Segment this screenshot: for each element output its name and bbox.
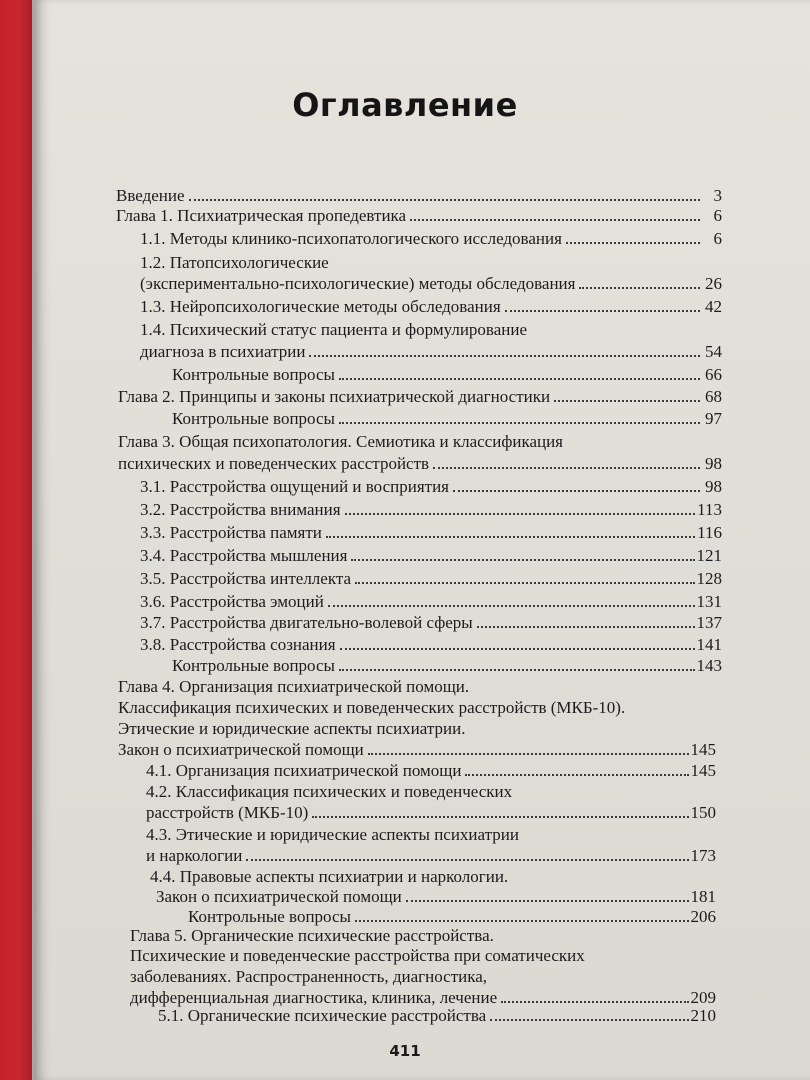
toc-entry: [116, 205, 722, 227]
toc-page-number: 68: [705, 387, 722, 406]
toc-page-number: 145: [690, 761, 716, 780]
toc-entry-title: 3.7. Расстройства двигательно-волевой сферы: [140, 613, 473, 632]
toc-entry: [140, 252, 722, 274]
dot-leader: [339, 422, 700, 424]
toc-page-number: 26: [705, 274, 722, 293]
toc-entry-title: 4.4. Правовые аспекты психиатрии и наркологии.: [150, 867, 509, 886]
toc-entry: [118, 697, 722, 719]
toc-entry-title: 3.8. Расстройства сознания: [140, 635, 336, 654]
toc-entry-title: Классификация психических и поведенческих расстройств (МКБ-10).: [118, 698, 626, 717]
toc-entry-title: Введение: [116, 186, 185, 205]
dot-leader: [326, 536, 695, 538]
dot-leader: [345, 513, 696, 515]
toc-page-number: 206: [690, 907, 716, 926]
toc-page-number: 143: [696, 656, 722, 675]
toc-entry-title: Глава 5. Органические психические расстройства.: [130, 926, 494, 945]
toc-entry: [118, 431, 722, 453]
toc-page-number: 98: [705, 477, 722, 496]
dot-leader: [505, 310, 700, 312]
dot-leader: [340, 648, 695, 650]
toc-entry-title: 3.5. Расстройства интеллекта: [140, 569, 352, 588]
toc-entry-title: Психические и поведенческие расстройства при соматических: [130, 946, 585, 965]
toc-entry: [118, 453, 722, 475]
toc-entry: [146, 781, 716, 803]
toc-entry: [130, 945, 716, 967]
dot-leader: [351, 559, 694, 561]
toc-page-number: 113: [697, 500, 722, 519]
toc-entry-title: 1.3. Нейропсихологические методы обследования: [140, 297, 501, 316]
toc-entry: [158, 1005, 716, 1027]
dot-leader: [465, 774, 688, 776]
toc-entry: [118, 676, 722, 698]
dot-leader: [355, 582, 694, 584]
toc-entry-title: Контрольные вопросы: [172, 656, 335, 675]
toc-page-number: 6: [713, 206, 722, 225]
toc-entry: [140, 228, 722, 250]
toc-entry-title: 4.2. Классификация психических и поведенческих: [146, 782, 513, 801]
toc-page-number: 150: [690, 803, 716, 822]
dot-leader: [566, 242, 700, 244]
toc-entry-title: 3.4. Расстройства мышления: [140, 546, 348, 565]
toc-entry-title: расстройств (МКБ-10): [146, 803, 309, 822]
toc-entry-title: 1.1. Методы клинико-психопатологического исследования: [140, 229, 562, 248]
dot-leader: [312, 816, 688, 818]
toc-page-number: 145: [690, 740, 716, 759]
page-title: Оглавление: [292, 86, 518, 124]
toc-entry: [140, 273, 722, 295]
dot-leader: [406, 900, 689, 902]
toc-entry-title: диагноза в психиатрии: [140, 342, 306, 361]
toc-entry: [130, 966, 716, 988]
toc-entry: [140, 341, 722, 363]
toc-entry: [140, 476, 722, 498]
toc-page-number: 54: [705, 342, 722, 361]
toc-entry-title: Контрольные вопросы: [172, 409, 335, 428]
toc-entry: [118, 718, 722, 740]
toc-entry: [146, 824, 716, 846]
toc-entry-title: Глава 1. Психиатрическая пропедевтика: [116, 206, 407, 225]
toc-entry-title: Закон о психиатрической помощи: [118, 740, 364, 759]
dot-leader: [501, 1001, 688, 1003]
toc-entry: [118, 386, 722, 408]
dot-leader: [328, 605, 695, 607]
toc-entry: [156, 886, 716, 908]
dot-leader: [309, 355, 700, 357]
toc-entry-title: заболеваниях. Распространенность, диагностика,: [130, 967, 488, 986]
toc-entry-title: 1.2. Патопсихологические: [140, 253, 329, 272]
toc-entry: [172, 364, 722, 386]
toc-entry-title: 3.1. Расстройства ощущений и восприятия: [140, 477, 450, 496]
toc-entry: [172, 408, 722, 430]
toc-page-number: 173: [690, 846, 716, 865]
toc-entry: [146, 760, 716, 782]
toc-page-number: 137: [696, 613, 722, 632]
toc-entry-title: 4.3. Этические и юридические аспекты психиатрии: [146, 825, 519, 844]
toc-entry: [140, 612, 722, 634]
toc-entry-title: Глава 3. Общая психопатология. Семиотика и классификация: [118, 432, 564, 451]
toc-entry: [140, 634, 722, 656]
toc-entry: [140, 591, 722, 613]
toc-page-number: 121: [696, 546, 722, 565]
page-footer-number: 411: [389, 1042, 421, 1060]
toc-entry: [130, 925, 716, 947]
toc-page-number: 98: [705, 454, 722, 473]
dot-leader: [433, 467, 700, 469]
toc-page-number: 97: [705, 409, 722, 428]
toc-entry-title: 3.6. Расстройства эмоций: [140, 592, 324, 611]
dot-leader: [453, 490, 700, 492]
toc-entry: [150, 866, 716, 888]
toc-entry-title: Контрольные вопросы: [188, 907, 351, 926]
dot-leader: [339, 669, 695, 671]
dot-leader: [477, 626, 695, 628]
dot-leader: [368, 753, 689, 755]
toc-entry-title: 5.1. Органические психические расстройства: [158, 1006, 487, 1025]
dot-leader: [490, 1019, 688, 1021]
dot-leader: [339, 378, 700, 380]
toc-entry-title: Этические и юридические аспекты психиатрии.: [118, 719, 466, 738]
dot-leader: [410, 219, 700, 221]
toc-entry: [140, 568, 722, 590]
toc-page-number: 116: [697, 523, 722, 542]
toc-page-number: 131: [696, 592, 722, 611]
dot-leader: [554, 400, 700, 402]
toc-entry-title: Контрольные вопросы: [172, 365, 335, 384]
toc-entry: [118, 739, 716, 761]
dot-leader: [189, 199, 700, 201]
toc-entry: [146, 802, 716, 824]
toc-entry-title: 4.1. Организация психиатрической помощи: [146, 761, 462, 780]
toc-entry: [140, 522, 722, 544]
toc-entry: [172, 655, 722, 677]
toc-entry: [140, 319, 722, 341]
toc-entry: [140, 499, 722, 521]
toc-page-number: 3: [713, 186, 722, 205]
toc-page-number: 42: [705, 297, 722, 316]
dot-leader: [355, 920, 689, 922]
toc-entry-title: Закон о психиатрической помощи: [156, 887, 402, 906]
toc-entry-title: 3.2. Расстройства внимания: [140, 500, 341, 519]
toc-entry-title: дифференциальная диагностика, клиника, лечение: [130, 988, 498, 1007]
toc-entry: [146, 845, 716, 867]
dot-leader: [246, 859, 688, 861]
toc-entry: [140, 296, 722, 318]
toc-entry-title: и наркологии: [146, 846, 243, 865]
toc-page-number: 181: [690, 887, 716, 906]
toc-entry-title: Глава 2. Принципы и законы психиатрической диагностики: [118, 387, 551, 406]
toc-entry: [140, 545, 722, 567]
toc-entry-title: Глава 4. Организация психиатрической помощи.: [118, 677, 470, 696]
toc-entry-title: (экспериментально-психологические) методы обследования: [140, 274, 576, 293]
toc-entry-title: 1.4. Психический статус пациента и формулирование: [140, 320, 528, 339]
toc-page-number: 66: [705, 365, 722, 384]
toc-page-number: 128: [696, 569, 722, 588]
dot-leader: [579, 287, 700, 289]
toc-page-number: 6: [713, 229, 722, 248]
toc-entry: [116, 185, 722, 207]
toc-entry-title: психических и поведенческих расстройств: [118, 454, 430, 473]
toc-page-number: 210: [690, 1006, 716, 1025]
toc-page-number: 141: [696, 635, 722, 654]
toc-entry-title: 3.3. Расстройства памяти: [140, 523, 322, 542]
toc-page-number: 209: [690, 988, 716, 1007]
